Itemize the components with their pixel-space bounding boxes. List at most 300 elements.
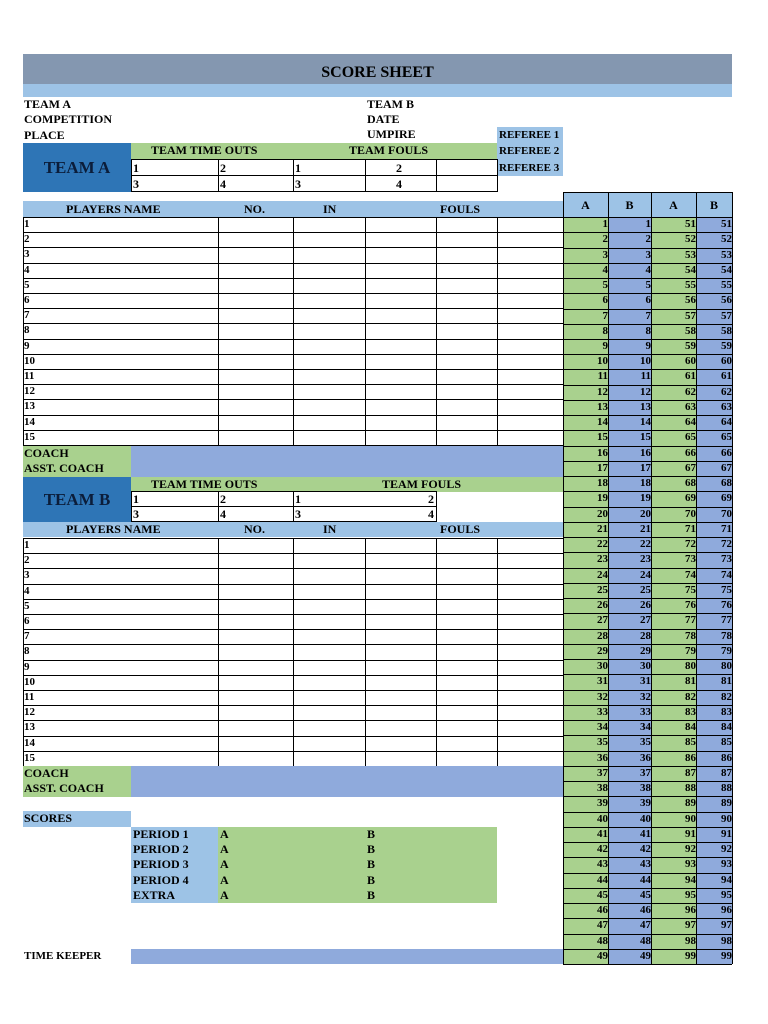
- team-a-player-number: 3: [24, 248, 30, 261]
- running-score-cell[interactable]: 43: [640, 858, 651, 871]
- team-a-timeouts-label: TEAM TIME OUTS: [151, 143, 258, 157]
- running-score-cell[interactable]: 56: [685, 294, 696, 307]
- running-score-cell[interactable]: 89: [685, 797, 696, 810]
- running-score-cell[interactable]: 97: [721, 919, 732, 932]
- running-score-cell[interactable]: 37: [640, 766, 651, 779]
- competition-label: COMPETITION: [24, 112, 113, 126]
- running-score-cell[interactable]: 40: [597, 812, 608, 825]
- running-score-cell[interactable]: 45: [597, 888, 608, 901]
- running-score-cell[interactable]: 94: [685, 873, 696, 886]
- running-score-cell[interactable]: 64: [721, 416, 732, 429]
- team-b-foul-1: 1: [295, 492, 301, 506]
- running-score-cell[interactable]: 66: [721, 446, 732, 459]
- running-score-cell[interactable]: 10: [640, 355, 651, 368]
- running-score-cell[interactable]: 96: [685, 904, 696, 916]
- team-b-player-number: 13: [24, 721, 35, 734]
- running-score-cell[interactable]: 41: [640, 827, 651, 840]
- running-score-cell[interactable]: 98: [721, 934, 732, 947]
- running-score-cell[interactable]: 13: [597, 400, 608, 413]
- running-score-cell[interactable]: 64: [685, 416, 696, 429]
- team-a-asst-coach-label: ASST. COACH: [24, 461, 104, 475]
- running-score-cell[interactable]: 43: [597, 858, 608, 871]
- running-score-cell[interactable]: 74: [685, 568, 696, 581]
- running-score-cell[interactable]: 88: [721, 782, 732, 795]
- team-b-player-number: 15: [24, 751, 35, 764]
- running-score-cell[interactable]: 81: [721, 675, 732, 688]
- team-a-player-number: 6: [24, 294, 30, 306]
- running-score-cell[interactable]: 76: [721, 599, 732, 612]
- running-score-cell[interactable]: 15: [597, 431, 608, 444]
- running-score-cell[interactable]: 24: [597, 568, 608, 581]
- team-b-player-row[interactable]: [218, 553, 563, 568]
- running-score-cell[interactable]: 86: [721, 751, 732, 764]
- team-b-player-row[interactable]: [218, 644, 563, 659]
- running-score-cell[interactable]: 8: [645, 324, 651, 337]
- running-score-cell[interactable]: 68: [721, 477, 732, 490]
- running-score-cell[interactable]: 91: [721, 827, 732, 840]
- team-b-fouls-col-header: FOULS: [440, 522, 481, 536]
- running-score-cell[interactable]: 47: [640, 919, 651, 932]
- running-score-cell[interactable]: 9: [602, 340, 608, 352]
- running-score-cell[interactable]: 42: [597, 843, 608, 855]
- running-score-cell[interactable]: 25: [597, 583, 608, 596]
- running-score-cell[interactable]: 34: [597, 721, 608, 734]
- team-a-player-row[interactable]: [218, 217, 563, 232]
- running-score-cell[interactable]: 69: [721, 492, 732, 505]
- team-a-foul-4: 4: [396, 177, 402, 191]
- running-score-cell[interactable]: 35: [597, 736, 608, 749]
- team-b-player-row[interactable]: [218, 690, 563, 705]
- running-score-cell[interactable]: 61: [721, 370, 732, 383]
- running-score-cell[interactable]: 45: [640, 888, 651, 901]
- running-score-cell[interactable]: 31: [597, 675, 608, 688]
- period-name: PERIOD 3: [133, 857, 189, 872]
- team-a-fouls-label: TEAM FOULS: [349, 143, 429, 157]
- team-b-player-row[interactable]: [218, 720, 563, 735]
- running-score-cell[interactable]: 65: [685, 431, 696, 444]
- running-score-cell[interactable]: 62: [685, 385, 696, 398]
- running-score-cell[interactable]: 97: [685, 919, 696, 932]
- running-score-cell[interactable]: 78: [721, 629, 732, 642]
- period-score-a: A: [220, 842, 229, 857]
- running-score-cell[interactable]: 40: [640, 812, 651, 825]
- running-score-cell[interactable]: 17: [640, 461, 651, 474]
- running-score-cell[interactable]: 87: [685, 766, 696, 779]
- running-score-cell[interactable]: 55: [721, 279, 732, 291]
- running-score-cell[interactable]: 71: [685, 522, 696, 535]
- team-a-player-number: 2: [24, 233, 30, 246]
- team-b-player-row[interactable]: [218, 660, 563, 675]
- running-score-cell[interactable]: 71: [721, 522, 732, 535]
- running-score-cell[interactable]: 20: [640, 507, 651, 520]
- running-score-cell[interactable]: 38: [597, 782, 608, 795]
- time-keeper-field[interactable]: [131, 949, 563, 964]
- referee-3-label: REFEREE 3: [497, 160, 563, 176]
- team-b-player-row[interactable]: [218, 538, 563, 553]
- team-b-player-row[interactable]: [218, 736, 563, 751]
- running-score-cell[interactable]: 2: [602, 233, 608, 246]
- running-score-cell[interactable]: 27: [640, 614, 651, 627]
- running-score-cell[interactable]: 54: [721, 263, 732, 276]
- running-score-cell[interactable]: 99: [721, 949, 732, 962]
- team-b-player-number: 11: [24, 691, 35, 703]
- running-score-cell[interactable]: 68: [685, 477, 696, 490]
- running-score-cell[interactable]: 95: [721, 888, 732, 901]
- time-keeper-label: TIME KEEPER: [24, 950, 102, 962]
- running-score-cell[interactable]: 34: [640, 721, 651, 734]
- running-score-cell[interactable]: 42: [640, 843, 651, 855]
- running-score-cell[interactable]: 70: [721, 507, 732, 520]
- running-score-cell[interactable]: 12: [640, 385, 651, 398]
- team-b-coach-block: [23, 766, 131, 797]
- running-score-cell[interactable]: 22: [640, 538, 651, 551]
- running-score-cell[interactable]: 92: [685, 843, 696, 855]
- running-score-cell[interactable]: 78: [685, 629, 696, 642]
- team-b-coach-field[interactable]: [131, 766, 563, 797]
- team-b-timeout-3: 3: [133, 507, 139, 521]
- running-score-cell[interactable]: 48: [597, 934, 608, 947]
- running-score-cell[interactable]: 24: [640, 568, 651, 581]
- running-score-cell[interactable]: 32: [597, 690, 608, 703]
- running-score-cell[interactable]: 84: [721, 721, 732, 734]
- team-a-player-number: 12: [24, 385, 35, 398]
- period-score-cell[interactable]: [218, 873, 497, 888]
- referee-2-label: REFEREE 2: [497, 143, 563, 160]
- team-b-player-number: 12: [24, 706, 35, 719]
- running-score-cell[interactable]: 67: [721, 461, 732, 474]
- team-b-box: TEAM B: [23, 477, 131, 522]
- running-score-cell[interactable]: 75: [721, 583, 732, 596]
- team-a-timeout-3: 3: [133, 177, 139, 191]
- team-b-no-header: NO.: [244, 522, 265, 536]
- running-score-cell[interactable]: 21: [597, 522, 608, 535]
- running-score-cell[interactable]: 90: [721, 812, 732, 825]
- running-score-cell[interactable]: 76: [685, 599, 696, 612]
- running-score-cell[interactable]: 92: [721, 843, 732, 855]
- running-score-cell[interactable]: 12: [597, 385, 608, 398]
- team-a-player-row[interactable]: [218, 384, 563, 399]
- running-score-cell[interactable]: 55: [685, 279, 696, 291]
- running-score-cell[interactable]: 52: [685, 233, 696, 246]
- running-score-cell[interactable]: 56: [721, 294, 732, 307]
- team-b-player-number: 5: [24, 599, 30, 612]
- team-b-header-label: TEAM B: [367, 97, 415, 111]
- running-score-cell[interactable]: 4: [602, 263, 608, 276]
- running-score-cell[interactable]: 83: [721, 705, 732, 718]
- running-score-cell[interactable]: 23: [640, 553, 651, 566]
- running-score-cell[interactable]: 11: [597, 370, 608, 383]
- running-score-cell[interactable]: 94: [721, 873, 732, 886]
- running-score-cell[interactable]: 77: [685, 614, 696, 627]
- running-score-cell[interactable]: 5: [645, 279, 651, 291]
- running-score-cell[interactable]: 28: [640, 629, 651, 642]
- running-score-cell[interactable]: 36: [597, 751, 608, 764]
- running-score-cell[interactable]: 96: [721, 904, 732, 916]
- team-b-player-number: 10: [24, 675, 35, 688]
- running-score-cell[interactable]: 7: [602, 309, 608, 322]
- running-score-cell[interactable]: 74: [721, 568, 732, 581]
- team-b-timeout-2: 2: [220, 492, 226, 506]
- running-score-cell[interactable]: 29: [640, 644, 651, 657]
- team-b-timeouts-label: TEAM TIME OUTS: [151, 477, 258, 491]
- team-b-player-row[interactable]: [218, 675, 563, 690]
- running-score-cell[interactable]: 58: [721, 324, 732, 337]
- team-a-player-row[interactable]: [218, 399, 563, 414]
- running-score-cell[interactable]: 77: [721, 614, 732, 627]
- team-a-box: TEAM A: [23, 143, 131, 192]
- running-score-cell[interactable]: 4: [645, 263, 651, 276]
- team-a-player-row[interactable]: [218, 415, 563, 430]
- running-score-cell[interactable]: 3: [602, 248, 608, 261]
- team-a-player-number: 9: [24, 339, 30, 352]
- running-score-cell[interactable]: 57: [685, 309, 696, 322]
- running-score-cell[interactable]: 16: [597, 446, 608, 459]
- team-a-in-header: IN: [323, 202, 337, 216]
- running-score-cell[interactable]: 21: [640, 522, 651, 535]
- date-label: DATE: [367, 112, 400, 126]
- running-score-cell[interactable]: 14: [640, 416, 651, 429]
- running-score-cell[interactable]: 35: [640, 736, 651, 749]
- running-score-cell[interactable]: 38: [640, 782, 651, 795]
- running-score-cell[interactable]: 54: [685, 263, 696, 276]
- running-score-cell[interactable]: 58: [685, 324, 696, 337]
- team-b-player-row[interactable]: [218, 599, 563, 614]
- running-score-cell[interactable]: 9: [645, 340, 651, 352]
- running-score-cell[interactable]: 51: [721, 218, 732, 230]
- team-a-player-row[interactable]: [218, 293, 563, 308]
- team-b-player-row[interactable]: [218, 629, 563, 644]
- running-score-cell[interactable]: 36: [640, 751, 651, 764]
- period-score-cell[interactable]: [218, 888, 497, 903]
- running-score-cell[interactable]: 39: [597, 797, 608, 810]
- running-score-cell[interactable]: 79: [685, 644, 696, 657]
- running-score-cell[interactable]: 33: [597, 705, 608, 718]
- running-score-cell[interactable]: 29: [597, 644, 608, 657]
- team-a-player-number: 15: [24, 430, 35, 443]
- running-score-cell[interactable]: 32: [640, 690, 651, 703]
- running-score-cell[interactable]: 23: [597, 553, 608, 566]
- place-label: PLACE: [24, 128, 65, 142]
- running-score-cell[interactable]: 95: [685, 888, 696, 901]
- team-b-fouls-label: TEAM FOULS: [382, 477, 462, 491]
- running-score-cell[interactable]: 60: [685, 355, 696, 368]
- team-a-timeout-2: 2: [220, 161, 226, 175]
- running-score-cell[interactable]: 72: [721, 538, 732, 551]
- running-score-cell[interactable]: 2: [645, 233, 651, 246]
- running-score-cell[interactable]: 72: [685, 538, 696, 551]
- running-score-cell[interactable]: 28: [597, 629, 608, 642]
- team-b-player-row[interactable]: [218, 705, 563, 720]
- umpire-label: UMPIRE: [367, 127, 416, 141]
- running-score-cell[interactable]: 19: [640, 492, 651, 505]
- running-score-cell[interactable]: 87: [721, 766, 732, 779]
- running-score-cell[interactable]: 10: [597, 355, 608, 368]
- running-score-cell[interactable]: 3: [645, 248, 651, 261]
- running-score-cell[interactable]: 8: [602, 324, 608, 337]
- team-b-players-name-header: PLAYERS NAME: [66, 522, 161, 536]
- running-score-cell[interactable]: 46: [597, 904, 608, 916]
- team-b-player-number: 3: [24, 569, 30, 582]
- period-score-a: A: [220, 857, 229, 872]
- running-score-cell[interactable]: 46: [640, 904, 651, 916]
- running-score-cell[interactable]: 13: [640, 400, 651, 413]
- running-score-cell[interactable]: 80: [721, 660, 732, 673]
- running-score-cell[interactable]: 7: [645, 309, 651, 322]
- running-score-cell[interactable]: 19: [597, 492, 608, 505]
- running-score-cell[interactable]: 51: [685, 218, 696, 230]
- running-score-cell[interactable]: 27: [597, 614, 608, 627]
- team-a-player-row[interactable]: [218, 430, 563, 445]
- team-a-timeout-4: 4: [220, 177, 226, 191]
- team-a-coach-block: [23, 446, 131, 477]
- running-score-cell[interactable]: 33: [640, 705, 651, 718]
- running-score-cell[interactable]: 73: [721, 553, 732, 566]
- team-a-player-row[interactable]: [218, 323, 563, 338]
- period-score-cell[interactable]: [218, 857, 497, 872]
- period-name: PERIOD 4: [133, 872, 189, 887]
- team-a-foul-1: 1: [295, 161, 301, 175]
- scores-label: SCORES: [23, 811, 131, 827]
- running-score-cell[interactable]: 26: [597, 599, 608, 612]
- running-score-cell[interactable]: 90: [685, 812, 696, 825]
- team-a-timeout-1: 1: [133, 161, 139, 175]
- running-score-cell[interactable]: 31: [640, 675, 651, 688]
- team-a-player-row[interactable]: [218, 308, 563, 323]
- team-a-coach-field[interactable]: [131, 446, 563, 477]
- team-b-timeout-4: 4: [220, 507, 226, 521]
- team-a-player-number: 10: [24, 354, 35, 367]
- running-score-col-header: A: [669, 198, 678, 212]
- team-b-player-row[interactable]: [218, 568, 563, 583]
- running-score-cell[interactable]: 18: [640, 477, 651, 490]
- running-score-cell[interactable]: 82: [685, 690, 696, 703]
- running-score-cell[interactable]: 6: [645, 294, 651, 307]
- team-a-player-number: 14: [24, 415, 35, 428]
- team-b-player-number: 1: [24, 539, 30, 551]
- running-score-cell[interactable]: 65: [721, 431, 732, 444]
- running-score-cell[interactable]: 53: [685, 248, 696, 261]
- running-score-cell[interactable]: 22: [597, 538, 608, 551]
- team-a-player-row[interactable]: [218, 278, 563, 293]
- running-score-cell[interactable]: 14: [597, 416, 608, 429]
- team-b-player-number: 14: [24, 736, 35, 749]
- running-score-cell[interactable]: 59: [721, 340, 732, 352]
- team-a-player-row[interactable]: [218, 247, 563, 262]
- period-score-cell[interactable]: [218, 842, 497, 857]
- running-score-cell[interactable]: 52: [721, 233, 732, 246]
- running-score-cell[interactable]: 84: [685, 721, 696, 734]
- running-score-cell[interactable]: 37: [597, 766, 608, 779]
- running-score-cell[interactable]: 18: [597, 477, 608, 490]
- running-score-cell[interactable]: 60: [721, 355, 732, 368]
- running-score-cell[interactable]: 73: [685, 553, 696, 566]
- running-score-cell[interactable]: 89: [721, 797, 732, 810]
- running-score-cell[interactable]: 25: [640, 583, 651, 596]
- team-a-player-row[interactable]: [218, 354, 563, 369]
- running-score-cell[interactable]: 66: [685, 446, 696, 459]
- referee-1-label: REFEREE 1: [497, 127, 563, 143]
- running-score-cell[interactable]: 53: [721, 248, 732, 261]
- running-score-cell[interactable]: 98: [685, 934, 696, 947]
- team-b-player-row[interactable]: [218, 751, 563, 766]
- running-score-cell[interactable]: 20: [597, 507, 608, 520]
- running-score-cell[interactable]: 1: [645, 218, 651, 230]
- running-score-cell[interactable]: 57: [721, 309, 732, 322]
- running-score-cell[interactable]: 6: [602, 294, 608, 307]
- running-score-cell[interactable]: 48: [640, 934, 651, 947]
- running-score-cell[interactable]: 16: [640, 446, 651, 459]
- running-score-cell[interactable]: 44: [640, 873, 651, 886]
- running-score-cell[interactable]: 99: [685, 949, 696, 962]
- running-score-cell[interactable]: 93: [721, 858, 732, 871]
- running-score-cell[interactable]: 67: [685, 461, 696, 474]
- team-a-player-number: 7: [24, 309, 30, 322]
- period-score-b: B: [367, 887, 376, 902]
- running-score-cell[interactable]: 11: [640, 370, 651, 383]
- running-score-cell[interactable]: 91: [685, 827, 696, 840]
- running-score-cell[interactable]: 83: [685, 705, 696, 718]
- running-score-cell[interactable]: 30: [640, 660, 651, 673]
- running-score-cell[interactable]: 63: [721, 400, 732, 413]
- running-score-cell[interactable]: 44: [597, 873, 608, 886]
- team-b-player-row[interactable]: [218, 614, 563, 629]
- running-score-cell[interactable]: 49: [640, 949, 651, 962]
- running-score-col-header: B: [625, 198, 634, 212]
- running-score-cell[interactable]: 62: [721, 385, 732, 398]
- running-score-cell[interactable]: 70: [685, 507, 696, 520]
- running-score-cell[interactable]: 30: [597, 660, 608, 673]
- running-score-cell[interactable]: 69: [685, 492, 696, 505]
- team-b-timeout-1: 1: [133, 492, 139, 506]
- running-score-cell[interactable]: 88: [685, 782, 696, 795]
- running-score-cell[interactable]: 39: [640, 797, 651, 810]
- team-b-player-number: 6: [24, 615, 30, 627]
- running-score-cell[interactable]: 63: [685, 400, 696, 413]
- running-score-cell[interactable]: 85: [721, 736, 732, 749]
- running-score-cell[interactable]: 59: [685, 340, 696, 352]
- running-score-cell[interactable]: 26: [640, 599, 651, 612]
- running-score-cell[interactable]: 85: [685, 736, 696, 749]
- running-score-cell[interactable]: 5: [602, 279, 608, 291]
- team-a-foul-3: 3: [295, 177, 301, 191]
- running-score-cell[interactable]: 82: [721, 690, 732, 703]
- running-score-cell[interactable]: 80: [685, 660, 696, 673]
- period-name: PERIOD 1: [133, 827, 189, 841]
- team-a-player-row[interactable]: [218, 232, 563, 247]
- team-a-player-row[interactable]: [218, 369, 563, 384]
- running-score-cell[interactable]: 79: [721, 644, 732, 657]
- running-score-cell[interactable]: 93: [685, 858, 696, 871]
- team-b-player-number: 7: [24, 630, 30, 643]
- running-score-cell[interactable]: 15: [640, 431, 651, 444]
- running-score-cell[interactable]: 1: [602, 218, 608, 230]
- running-score-cell[interactable]: 47: [597, 919, 608, 932]
- running-score-cell[interactable]: 61: [685, 370, 696, 383]
- team-b-player-row[interactable]: [218, 584, 563, 599]
- team-a-player-row[interactable]: [218, 339, 563, 354]
- running-score-cell[interactable]: 49: [597, 949, 608, 962]
- running-score-cell[interactable]: 86: [685, 751, 696, 764]
- running-score-cell[interactable]: 81: [685, 675, 696, 688]
- running-score-cell[interactable]: 41: [597, 827, 608, 840]
- team-a-player-row[interactable]: [218, 263, 563, 278]
- period-name: EXTRA: [133, 887, 176, 902]
- running-score-cell[interactable]: 75: [685, 583, 696, 596]
- team-a-player-number: 1: [24, 218, 30, 230]
- running-score-cell[interactable]: 17: [597, 461, 608, 474]
- period-score-cell[interactable]: [218, 827, 497, 842]
- team-a-player-number: 4: [24, 263, 30, 276]
